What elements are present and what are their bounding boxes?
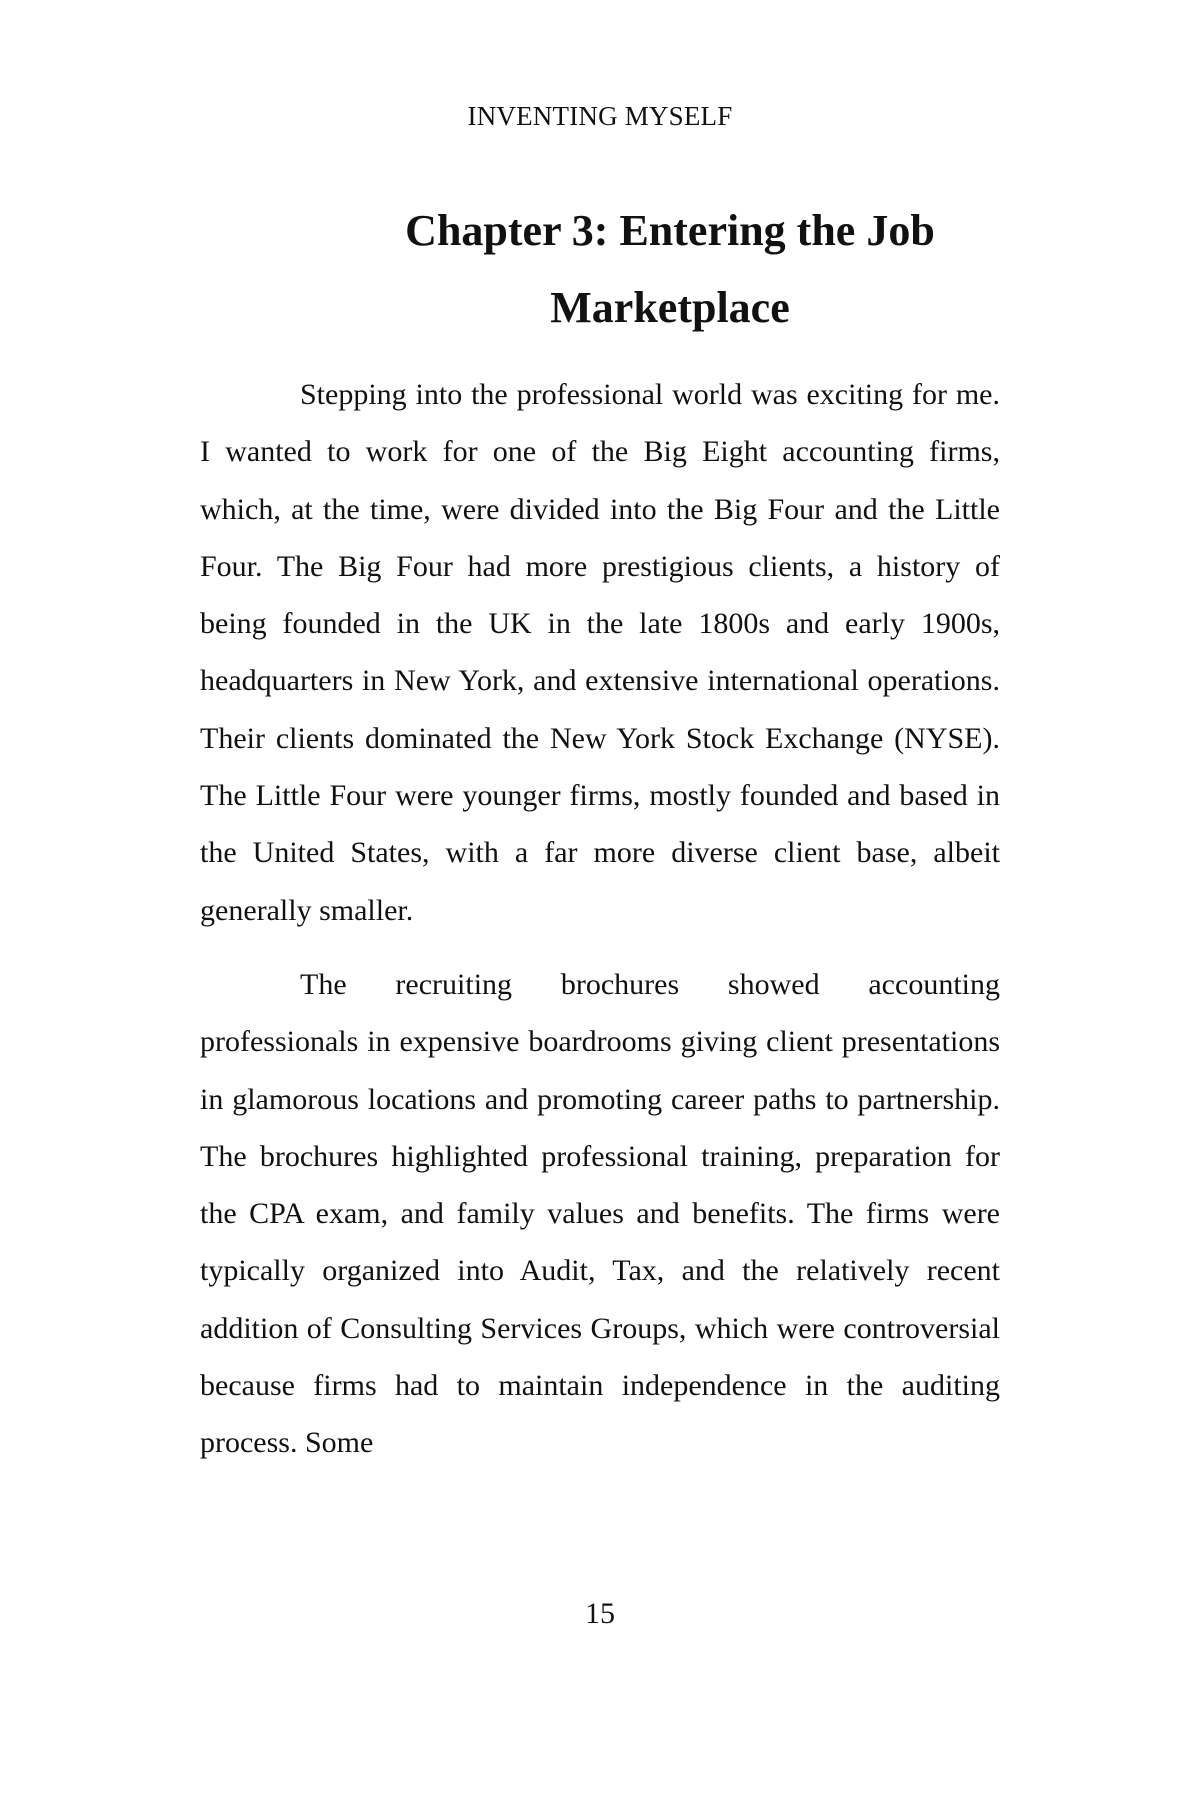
body-text (200, 366, 1000, 1489)
paragraph-1: Stepping into the professional world was exciting for me. I wanted to work for one of the Big Eight accounting firms, which, at the time, were divided into the Big Four and the Little Four. The Big Four had more prestigious clients, a history of being founded in the UK in the late 1800s and early 1900s, headquarters in New York, and extensive international operations. Their clients dominated the New York Stock Exchange (NYSE). The Little Four were younger firms, mostly founded and based in the United States, with a far more diverse client base, albeit generally smaller. (200, 378, 1000, 927)
chapter-title (360, 192, 980, 346)
page-number: 15 (585, 1597, 615, 1630)
chapter-title-line-1: Chapter 3: Entering the Job (405, 206, 935, 255)
running-header: INVENTING MYSELF (467, 101, 733, 131)
chapter-title-line-2: Marketplace (550, 283, 790, 332)
paragraph-2: The recruiting brochures showed accounting professionals in expensive boardrooms giving client presentations in glamorous locations and promoting career paths to partnership. The brochures highlighted professional training, preparation for the CPA exam, and family values and benefits. The firms were typically organized into Audit, Tax, and the relatively recent addition of Consulting Services Groups, which were controversial because firms had to maintain independence in the auditing process. Some (200, 967, 1000, 1460)
